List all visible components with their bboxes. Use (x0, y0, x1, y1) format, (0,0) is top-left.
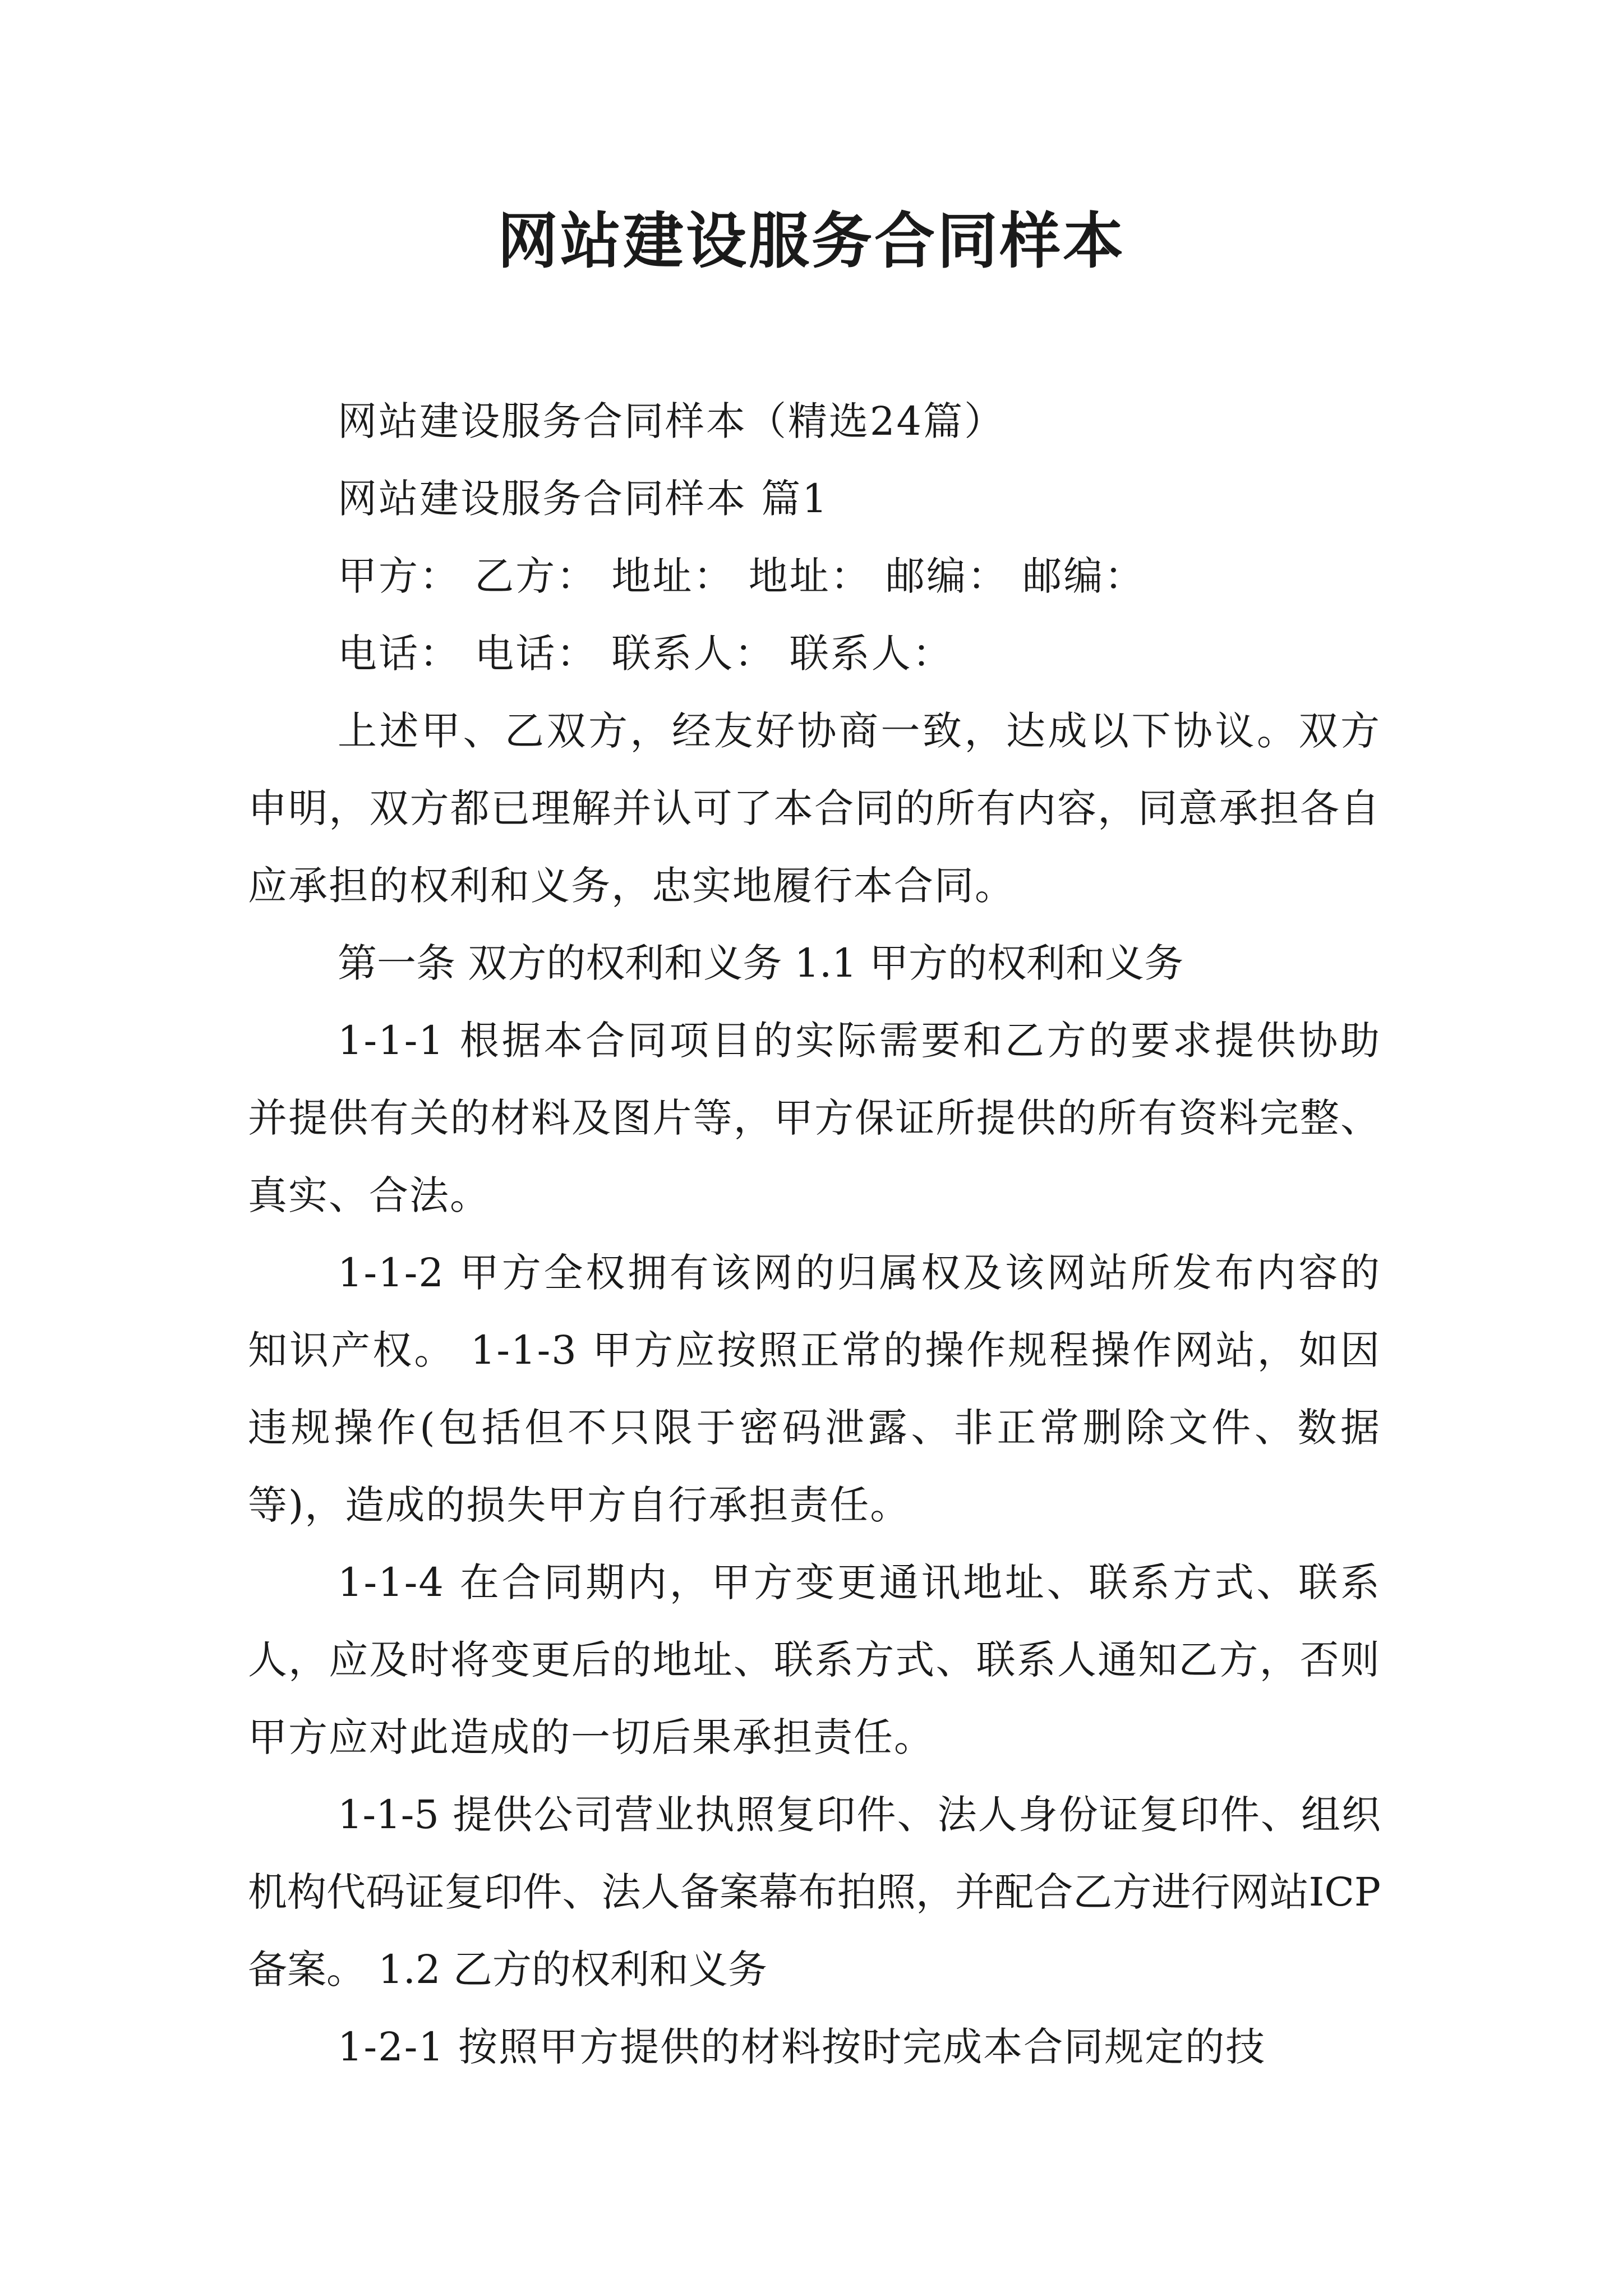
paragraph-article-one-heading: 第一条 双方的权利和义务 1.1 甲方的权利和义务 (338, 940, 1184, 986)
paragraph-contact-fields: 电话： 电话： 联系人： 联系人： (338, 631, 953, 677)
paragraph-preamble: 上述甲、乙双方，经友好协商一致，达成以下协议。双方申明，双方都已理解并认可了本合同的所有内容，同意承担各自应承担的权利和义务，忠实地履行本合同。 (248, 708, 1381, 909)
paragraph-section-heading: 网站建设服务合同样本 篇1 (338, 476, 829, 522)
paragraph-clause-1-1-1: 1-1-1 根据本合同项目的实际需要和乙方的要求提供协助并提供有关的材料及图片等，甲方保证所提供的所有资料完整、真实、合法。 (248, 1018, 1381, 1218)
document-body (248, 383, 1381, 2086)
paragraph-clause-1-2-1: 1-2-1 按照甲方提供的材料按时完成本合同规定的技 (338, 2024, 1266, 2070)
paragraph-subtitle: 网站建设服务合同样本（精选24篇） (338, 398, 1006, 444)
paragraph-clause-1-1-2: 1-1-2 甲方全权拥有该网的归属权及该网站所发布内容的知识产权。 1-1-3 甲方应按照正常的操作规程操作网站，如因违规操作(包括但不只限于密码泄露、非正常删除文件、数据等)，造成的损失甲方自行承担责任。 (248, 1250, 1381, 1528)
paragraph-clause-1-1-4: 1-1-4 在合同期内，甲方变更通讯地址、联系方式、联系人，应及时将变更后的地址、联系方式、联系人通知乙方，否则甲方应对此造成的一切后果承担责任。 (248, 1559, 1381, 1760)
paragraph-clause-1-1-5: 1-1-5 提供公司营业执照复印件、法人身份证复印件、组织机构代码证复印件、法人备案幕布拍照，并配合乙方进行网站ICP备案。 1.2 乙方的权利和义务 (248, 1792, 1381, 1993)
paragraph-party-address-fields: 甲方： 乙方： 地址： 地址： 邮编： 邮编： (338, 553, 1146, 599)
document-title: 网站建设服务合同样本 (497, 206, 1126, 277)
